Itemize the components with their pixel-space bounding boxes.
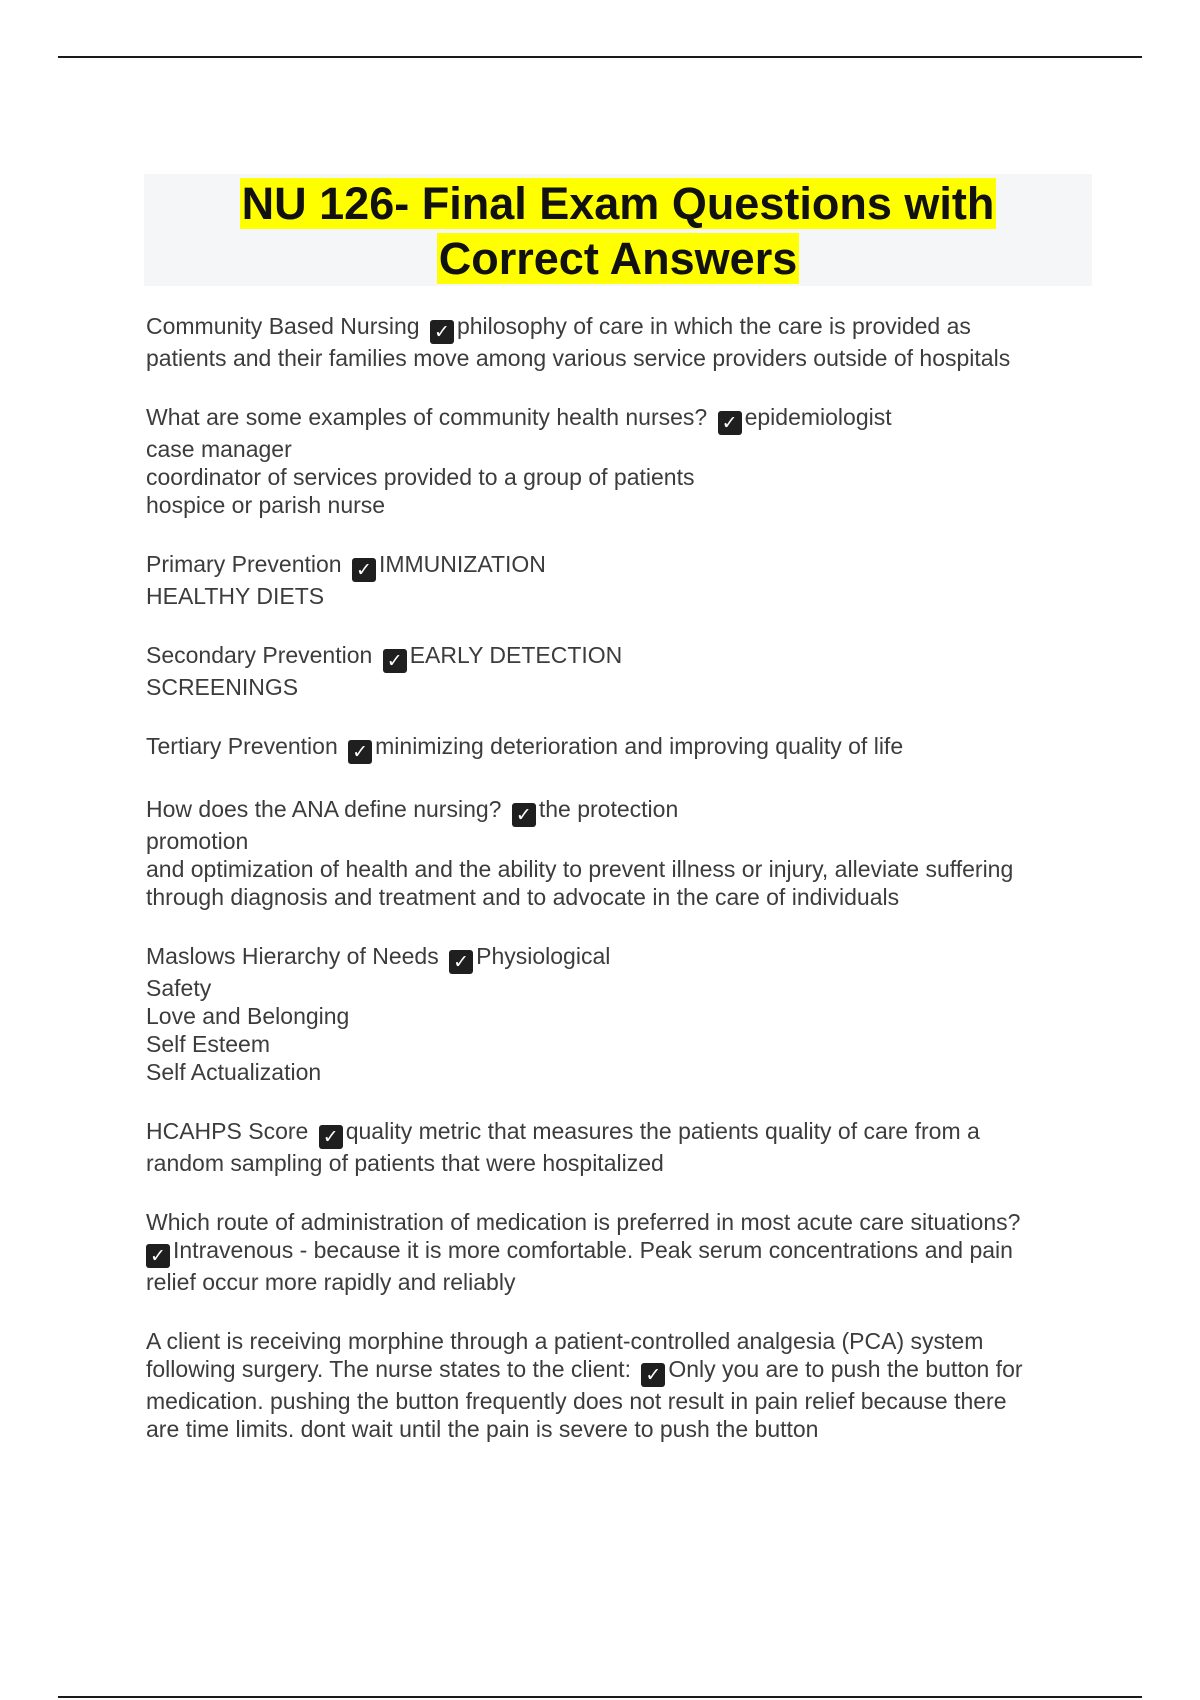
answer-line: are time limits. dont wait until the pain is severe to push the button (146, 1416, 819, 1442)
answer-line: promotion (146, 828, 249, 854)
answer-line: relief occur more rapidly and reliably (146, 1269, 516, 1295)
answer-line: hospice or parish nurse (146, 492, 386, 518)
qa-first-line (146, 795, 1096, 827)
qa-item (146, 1208, 1096, 1296)
qa-first-line (146, 732, 1096, 764)
answer-line: patients and their families move among various service providers outside of hospitals (146, 345, 1011, 371)
question-text: Secondary Prevention (146, 642, 373, 668)
answer-line: coordinator of services provided to a group of patients (146, 464, 695, 490)
question-text: Community Based Nursing (146, 313, 420, 339)
question-text: A client is receiving morphine through a patient-controlled analgesia (PCA) system (146, 1328, 984, 1354)
answer-line: random sampling of patients that were hospitalized (146, 1150, 664, 1176)
answer-line: medication. pushing the button frequently does not result in pain relief because there (146, 1388, 1007, 1414)
question-text: Primary Prevention (146, 551, 342, 577)
check-icon: ✓ (512, 803, 536, 827)
qa-item (146, 1117, 1096, 1177)
answer-text: epidemiologist (744, 404, 892, 430)
answer-text: philosophy of care in which the care is provided as (456, 313, 971, 339)
check-icon: ✓ (319, 1125, 343, 1149)
bottom-rule (58, 1696, 1142, 1698)
qa-item (146, 312, 1096, 372)
answer-line: and optimization of health and the ability to prevent illness or injury, alleviate suffering (146, 856, 1014, 882)
answer-text: IMMUNIZATION (378, 551, 546, 577)
qa-item (146, 732, 1096, 764)
question-text: Maslows Hierarchy of Needs (146, 943, 439, 969)
question-text: Tertiary Prevention (146, 733, 338, 759)
qa-first-line (146, 550, 1096, 582)
question-text: following surgery. The nurse states to the client: (146, 1356, 631, 1382)
qa-first-line (146, 403, 1096, 435)
qa-item (146, 942, 1096, 1086)
check-icon: ✓ (430, 320, 454, 344)
answer-line: Self Esteem (146, 1031, 270, 1057)
answer-line: Safety (146, 975, 212, 1001)
answer-line: HEALTHY DIETS (146, 583, 325, 609)
check-icon: ✓ (383, 649, 407, 673)
document-title (144, 174, 1092, 286)
qa-item (146, 403, 1096, 519)
qa-first-line (146, 1117, 1096, 1149)
title-box (144, 174, 1092, 286)
qa-first-line (146, 641, 1096, 673)
qa-mixed-line (146, 1355, 1096, 1387)
question-text: What are some examples of community health nurses? (146, 404, 708, 430)
qa-item (146, 795, 1096, 911)
qa-item (146, 550, 1096, 610)
qa-item (146, 1327, 1096, 1443)
title-line-1: NU 126- Final Exam Questions with (241, 178, 995, 229)
answer-text: Intravenous - because it is more comfortable. Peak serum concentrations and pain (173, 1237, 1013, 1263)
answer-text: quality metric that measures the patients quality of care from a (345, 1118, 980, 1144)
answer-line: Self Actualization (146, 1059, 322, 1085)
question-text: HCAHPS Score (146, 1118, 309, 1144)
answer-line: SCREENINGS (146, 674, 299, 700)
qa-item (146, 641, 1096, 701)
qa-list (146, 312, 1096, 1474)
answer-text: the protection (538, 796, 679, 822)
question-text: How does the ANA define nursing? (146, 796, 502, 822)
answer-text: minimizing deterioration and improving quality of life (375, 733, 904, 759)
answer-line: case manager (146, 436, 292, 462)
check-icon: ✓ (449, 950, 473, 974)
check-icon: ✓ (352, 558, 376, 582)
check-icon: ✓ (348, 740, 372, 764)
answer-line: Love and Belonging (146, 1003, 350, 1029)
answer-text: Only you are to push the button for (668, 1356, 1023, 1382)
answer-text: EARLY DETECTION (409, 642, 623, 668)
question-text: Which route of administration of medication is preferred in most acute care situations? (146, 1209, 1021, 1235)
qa-first-line (146, 942, 1096, 974)
answer-line: through diagnosis and treatment and to advocate in the care of individuals (146, 884, 900, 910)
check-icon: ✓ (718, 411, 742, 435)
title-line-2: Correct Answers (438, 233, 798, 284)
answer-text: Physiological (476, 943, 611, 969)
check-icon: ✓ (146, 1244, 170, 1268)
qa-answer-first-line (146, 1236, 1096, 1268)
top-rule (58, 56, 1142, 58)
check-icon: ✓ (641, 1363, 665, 1387)
qa-first-line (146, 312, 1096, 344)
